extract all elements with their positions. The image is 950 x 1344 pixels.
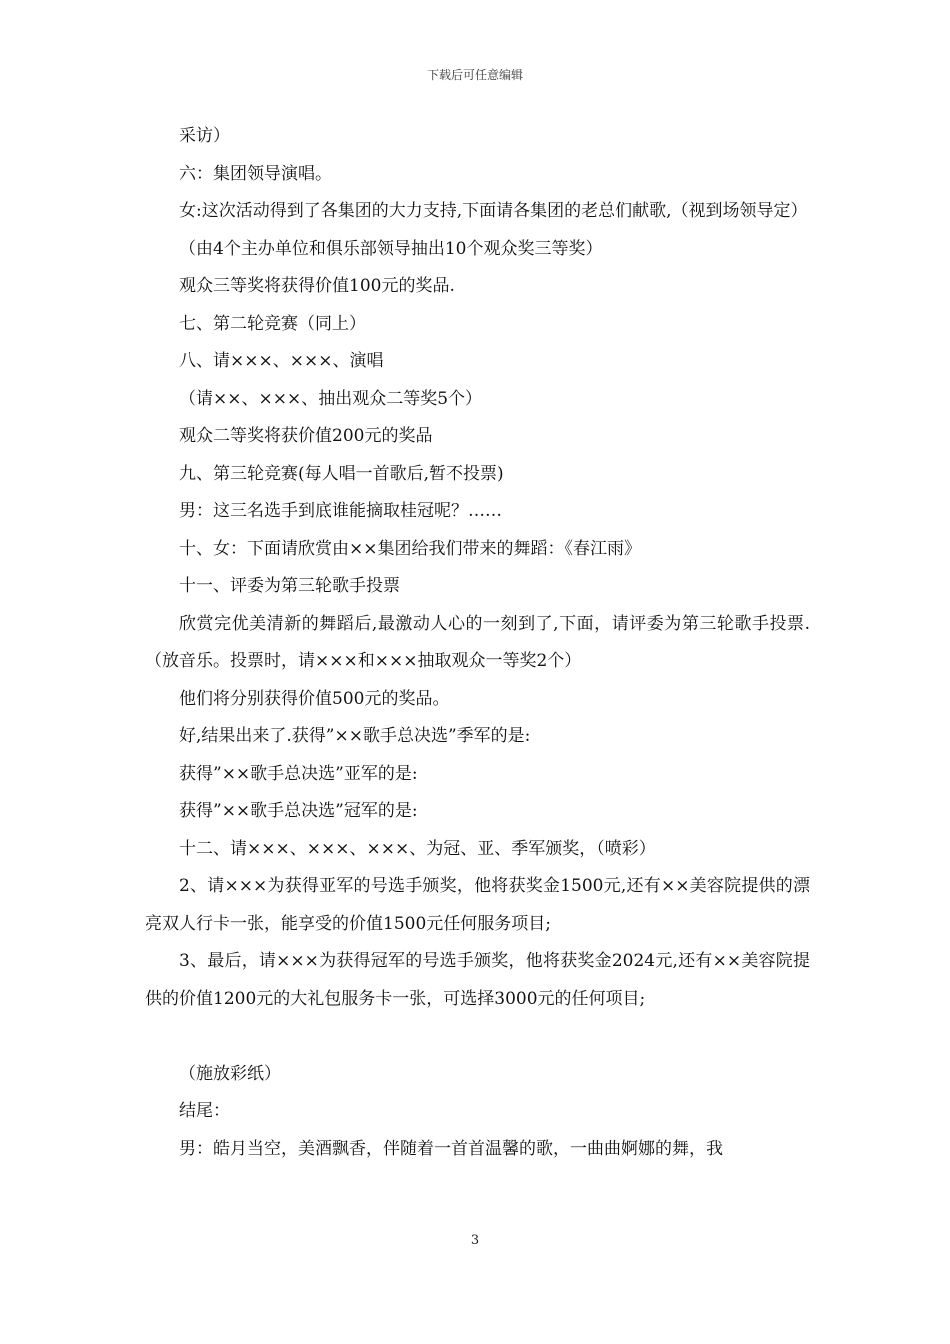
blank-line [145,1018,810,1056]
paragraph: 获得”××歌手总决选”冠军的是: [179,801,418,821]
paragraph: 欣赏完优美清新的舞蹈后,最激动人心的一刻到了,下面，请评委为第三轮歌手投票.（放音乐。投票时，请×××和×××抽取观众一等奖2个） [145,613,810,671]
paragraph: 观众二等奖将获价值200元的奖品 [179,426,433,446]
paragraph: 3、最后，请×××为获得冠军的号选手颁奖，他将获奖金2024元,还有××美容院提供的价值1200元的大礼包服务卡一张，可选择3000元的任何项目; [145,951,810,1009]
paragraph: 2、请×××为获得亚军的号选手颁奖，他将获奖金1500元,还有××美容院提供的漂亮双人行卡一张，能享受的价值1500元任何服务项目; [145,876,810,934]
paragraph: 十二、请×××、×××、×××、为冠、亚、季军颁奖，（喷彩） [179,838,656,859]
paragraph: 男：皓月当空，美酒飘香，伴随着一首首温馨的歌，一曲曲婀娜的舞，我 [179,1138,723,1159]
paragraph: 六：集团领导演唱。 [179,163,332,184]
paragraph: 好,结果出来了.获得”××歌手总决选”季军的是: [179,726,531,746]
paragraph: （请××、×××、抽出观众二等奖5个） [179,388,483,409]
paragraph: （施放彩纸） [179,1063,281,1084]
paragraph: 十一、评委为第三轮歌手投票 [179,576,400,596]
paragraph: 八、请×××、×××、演唱 [179,351,384,371]
page-header: 下载后可任意编辑 [426,68,523,82]
paragraph: 观众三等奖将获得价值100元的奖品. [179,276,455,296]
paragraph: 女:这次活动得到了各集团的大力支持,下面请各集团的老总们献歌,（视到场领导定） [179,201,808,221]
paragraph: 结尾： [179,1101,230,1121]
paragraph: （由4个主办单位和俱乐部领导抽出10个观众奖三等奖） [179,238,603,259]
paragraph: 他们将分别获得价值500元的奖品。 [179,688,450,709]
paragraph: 获得”××歌手总决选”亚军的是: [179,763,418,784]
paragraph: 九、第三轮竞赛(每人唱一首歌后,暂不投票) [179,463,504,484]
paragraph: 七、第二轮竞赛（同上） [179,313,366,334]
paragraph: 采访） [179,126,230,146]
document-body [145,118,810,1168]
paragraph: 十、女：下面请欣赏由××集团给我们带来的舞蹈：《春江雨》 [179,538,641,559]
page-number: 3 [470,1233,480,1248]
paragraph: 男：这三名选手到底谁能摘取桂冠呢？…… [179,501,502,521]
